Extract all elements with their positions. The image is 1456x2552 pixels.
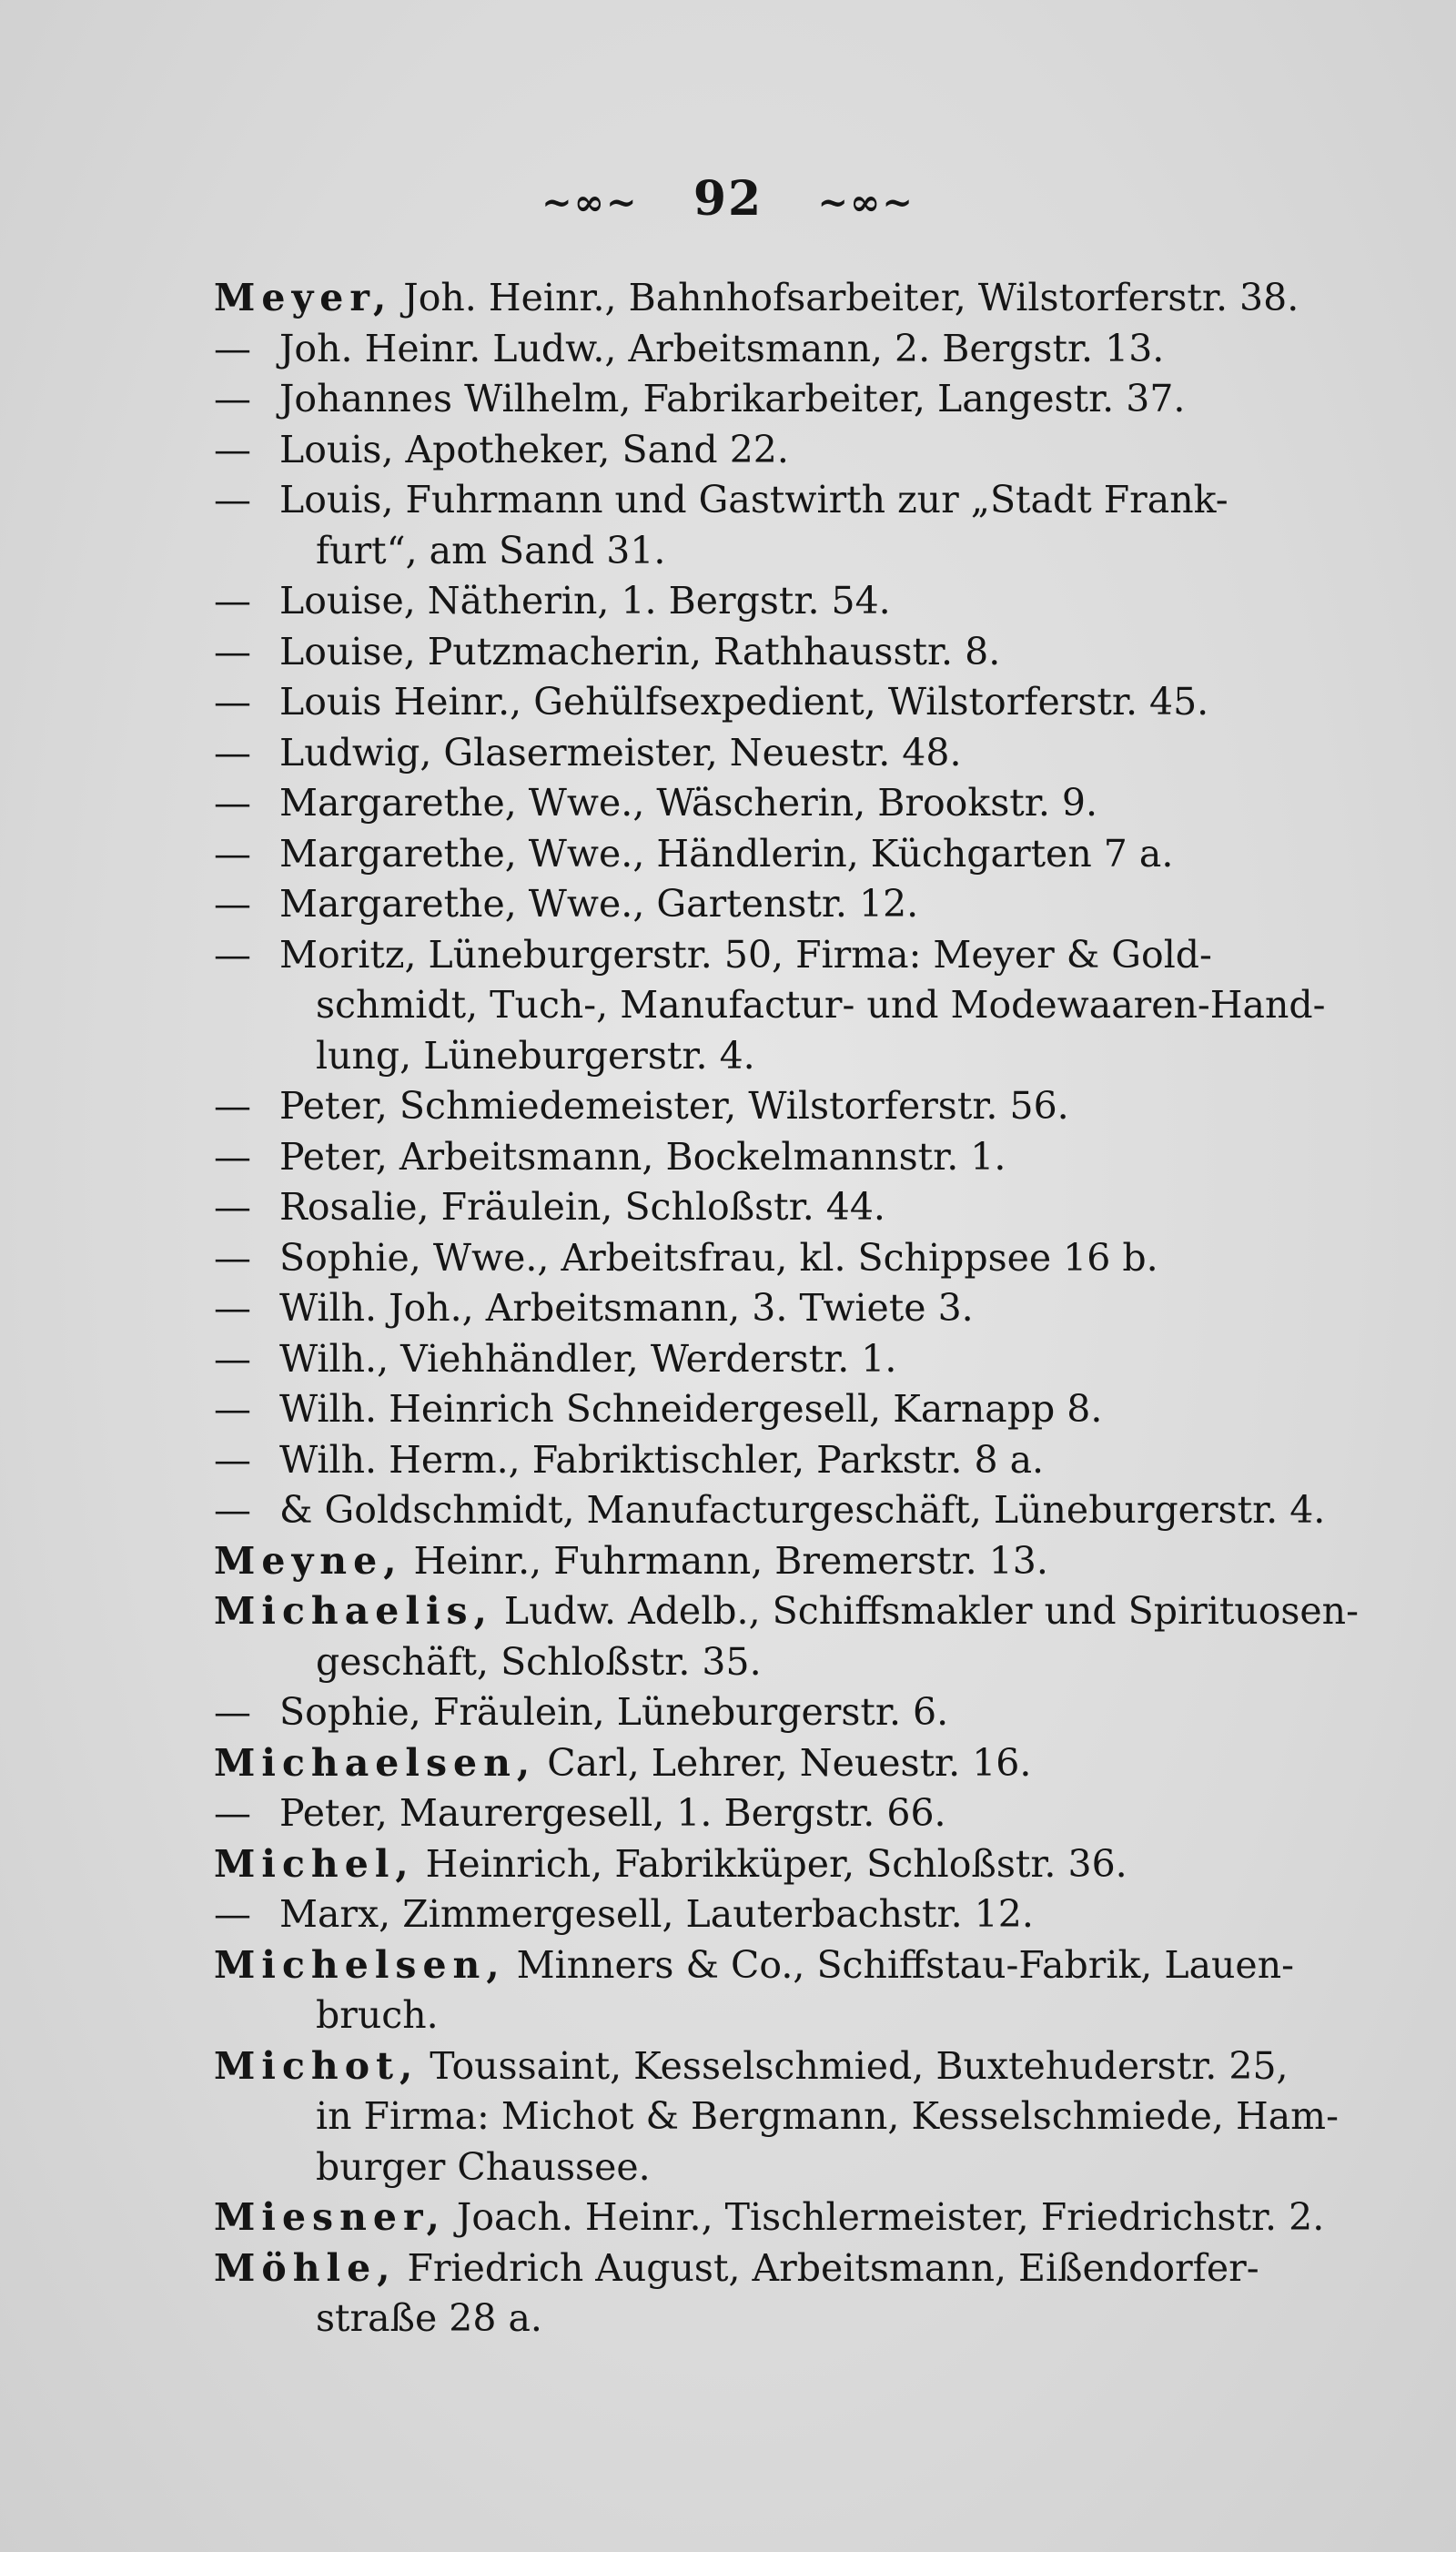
entry-text: Rosalie, Fräulein, Schloßstr. 44. (279, 1185, 885, 1229)
ditto-dash: — (214, 1892, 251, 1936)
page-number: 92 (693, 171, 763, 227)
entry-line (214, 576, 1351, 627)
entry-text: Peter, Arbeitsmann, Bockelmannstr. 1. (279, 1134, 1006, 1179)
entry-line (214, 1435, 1351, 1486)
ditto-dash: — (214, 629, 251, 673)
ornament-left: ~∞~ (541, 181, 639, 224)
entry-text: Wilh., Viehhändler, Werderstr. 1. (279, 1336, 897, 1381)
entry-text: Wilh. Joh., Arbeitsmann, 3. Twiete 3. (279, 1286, 974, 1330)
surname: Möhle, (214, 2245, 397, 2290)
entry-line (214, 1586, 1359, 1637)
ditto-dash: — (214, 1437, 251, 1482)
entry-text: Heinrich, Fabrikküper, Schloßstr. 36. (425, 1841, 1127, 1886)
entry-line (214, 627, 1351, 678)
entry-line (214, 2243, 1351, 2294)
ditto-dash: — (214, 932, 251, 977)
entry-line (214, 1940, 1351, 1991)
ditto-dash: — (214, 1690, 251, 1734)
entry-line (214, 1081, 1351, 1132)
ditto-dash: — (214, 1387, 251, 1431)
entry-text: Joh. Heinr. Ludw., Arbeitsmann, 2. Bergstr. 13. (279, 326, 1165, 370)
ditto-dash: — (214, 1791, 251, 1835)
entry-text: Sophie, Fräulein, Lüneburgerstr. 6. (279, 1690, 949, 1734)
ditto-dash: — (214, 1336, 251, 1381)
ditto-dash: — (214, 326, 251, 370)
entry-line (214, 1687, 1351, 1738)
entry-line (214, 273, 1351, 324)
entry-line (214, 677, 1351, 728)
entry-text: furt“, am Sand 31. (316, 528, 666, 572)
entry-text: Peter, Maurergesell, 1. Bergstr. 66. (279, 1791, 946, 1835)
entry-continuation (214, 1990, 1351, 2041)
entry-text: straße 28 a. (316, 2296, 542, 2340)
entry-line (214, 829, 1351, 880)
ditto-dash: — (214, 1286, 251, 1330)
surname: Michaelsen, (214, 1740, 537, 1785)
entry-line (214, 1485, 1351, 1536)
entry-text: Louise, Putzmacherin, Rathhausstr. 8. (279, 629, 1001, 673)
entry-text: Sophie, Wwe., Arbeitsfrau, kl. Schippsee 16 b. (279, 1235, 1158, 1280)
entry-text: lung, Lüneburgerstr. 4. (316, 1033, 755, 1078)
entry-line (214, 879, 1351, 930)
entry-text: in Firma: Michot & Bergmann, Kesselschmiede, Ham- (316, 2094, 1339, 2138)
entry-line (214, 778, 1351, 829)
entry-line (214, 374, 1351, 425)
ditto-dash: — (214, 1185, 251, 1229)
ditto-dash: — (214, 579, 251, 623)
ditto-dash: — (214, 1235, 251, 1280)
entry-line (214, 728, 1351, 779)
ditto-dash: — (214, 1134, 251, 1179)
entry-text: Louise, Nätherin, 1. Bergstr. 54. (279, 579, 891, 623)
entry-text: Wilh. Herm., Fabriktischler, Parkstr. 8 a. (279, 1437, 1045, 1482)
entry-text: Carl, Lehrer, Neuestr. 16. (547, 1740, 1032, 1785)
entry-line (214, 930, 1351, 981)
ditto-dash: — (214, 1488, 251, 1532)
entry-line (214, 1839, 1351, 1890)
ditto-dash: — (214, 882, 251, 926)
entry-text: Heinr., Fuhrmann, Bremerstr. 13. (413, 1538, 1048, 1583)
entry-text: Friedrich August, Arbeitsmann, Eißendorfer- (407, 2245, 1259, 2290)
page-header (0, 171, 1456, 227)
entry-continuation (214, 2294, 1351, 2344)
entry-text: Marx, Zimmergesell, Lauterbachstr. 12. (279, 1892, 1034, 1936)
entry-text: & Goldschmidt, Manufacturgeschäft, Lüneburgerstr. 4. (279, 1488, 1326, 1532)
ditto-dash: — (214, 781, 251, 825)
entry-text: Ludw. Adelb., Schiffsmakler und Spirituosen- (503, 1589, 1359, 1633)
ditto-dash: — (214, 831, 251, 876)
ditto-dash: — (214, 377, 251, 420)
entry-line (214, 1889, 1351, 1940)
directory-listing (214, 273, 1359, 2344)
entry-line (214, 1283, 1351, 1334)
ditto-dash: — (214, 478, 251, 522)
entry-line (214, 1233, 1351, 1284)
entry-text: Minners & Co., Schiffstau-Fabrik, Lauen- (516, 1942, 1294, 1987)
entry-line (214, 2192, 1351, 2243)
surname: Meyne, (214, 1538, 403, 1583)
entry-line (214, 425, 1351, 476)
entry-text: Margarethe, Wwe., Händlerin, Küchgarten 7 a. (279, 831, 1174, 876)
entry-text: Louis, Fuhrmann und Gastwirth zur „Stadt Frank- (279, 478, 1228, 522)
entry-line (214, 1334, 1351, 1385)
entry-text: Ludwig, Glasermeister, Neuestr. 48. (279, 730, 962, 775)
entry-text: schmidt, Tuch-, Manufactur- und Modewaaren-Hand- (316, 983, 1326, 1027)
entry-text: Moritz, Lüneburgerstr. 50, Firma: Meyer & Gold- (279, 932, 1212, 977)
surname: Miesner, (214, 2195, 446, 2239)
entry-line (214, 475, 1351, 526)
entry-text: Johannes Wilhelm, Fabrikarbeiter, Langestr. 37. (279, 377, 1186, 420)
entry-text: Joh. Heinr., Bahnhofsarbeiter, Wilstorferstr. 38. (403, 276, 1299, 319)
entry-line (214, 1182, 1351, 1233)
surname: Michaelis, (214, 1589, 493, 1633)
entry-line (214, 2041, 1351, 2092)
entry-text: Peter, Schmiedemeister, Wilstorferstr. 56. (279, 1084, 1069, 1128)
entry-line (214, 1384, 1351, 1435)
ditto-dash: — (214, 730, 251, 775)
entry-text: Louis Heinr., Gehülfsexpedient, Wilstorferstr. 45. (279, 680, 1209, 724)
entry-text: Louis, Apotheker, Sand 22. (279, 427, 789, 471)
entry-text: Joach. Heinr., Tischlermeister, Friedrichstr. 2. (456, 2195, 1325, 2239)
entry-continuation (214, 980, 1351, 1031)
ditto-dash: — (214, 1084, 251, 1128)
entry-continuation (214, 526, 1351, 577)
entry-text: burger Chaussee. (316, 2144, 651, 2189)
entry-text: Margarethe, Wwe., Gartenstr. 12. (279, 882, 919, 926)
entry-text: Margarethe, Wwe., Wäscherin, Brookstr. 9. (279, 781, 1097, 825)
entry-line (214, 1738, 1351, 1789)
entry-text: Wilh. Heinrich Schneidergesell, Karnapp 8. (279, 1387, 1103, 1431)
surname: Meyer, (214, 276, 393, 319)
surname: Michot, (214, 2043, 420, 2088)
ditto-dash: — (214, 427, 251, 471)
entry-continuation (214, 2091, 1351, 2142)
entry-continuation (214, 1637, 1351, 1688)
ditto-dash: — (214, 680, 251, 724)
entry-line (214, 1788, 1351, 1839)
entry-continuation (214, 2142, 1351, 2193)
entry-text: bruch. (316, 1993, 439, 2037)
ornament-right: ~∞~ (817, 181, 915, 224)
surname: Michel, (214, 1841, 415, 1886)
entry-continuation (214, 1031, 1351, 1082)
entry-line (214, 324, 1351, 375)
surname: Michelsen, (214, 1942, 506, 1987)
entry-line (214, 1132, 1351, 1183)
entry-line (214, 1536, 1351, 1587)
entry-text: Toussaint, Kesselschmied, Buxtehuderstr. 25, (430, 2043, 1289, 2088)
entry-text: geschäft, Schloßstr. 35. (316, 1639, 762, 1684)
